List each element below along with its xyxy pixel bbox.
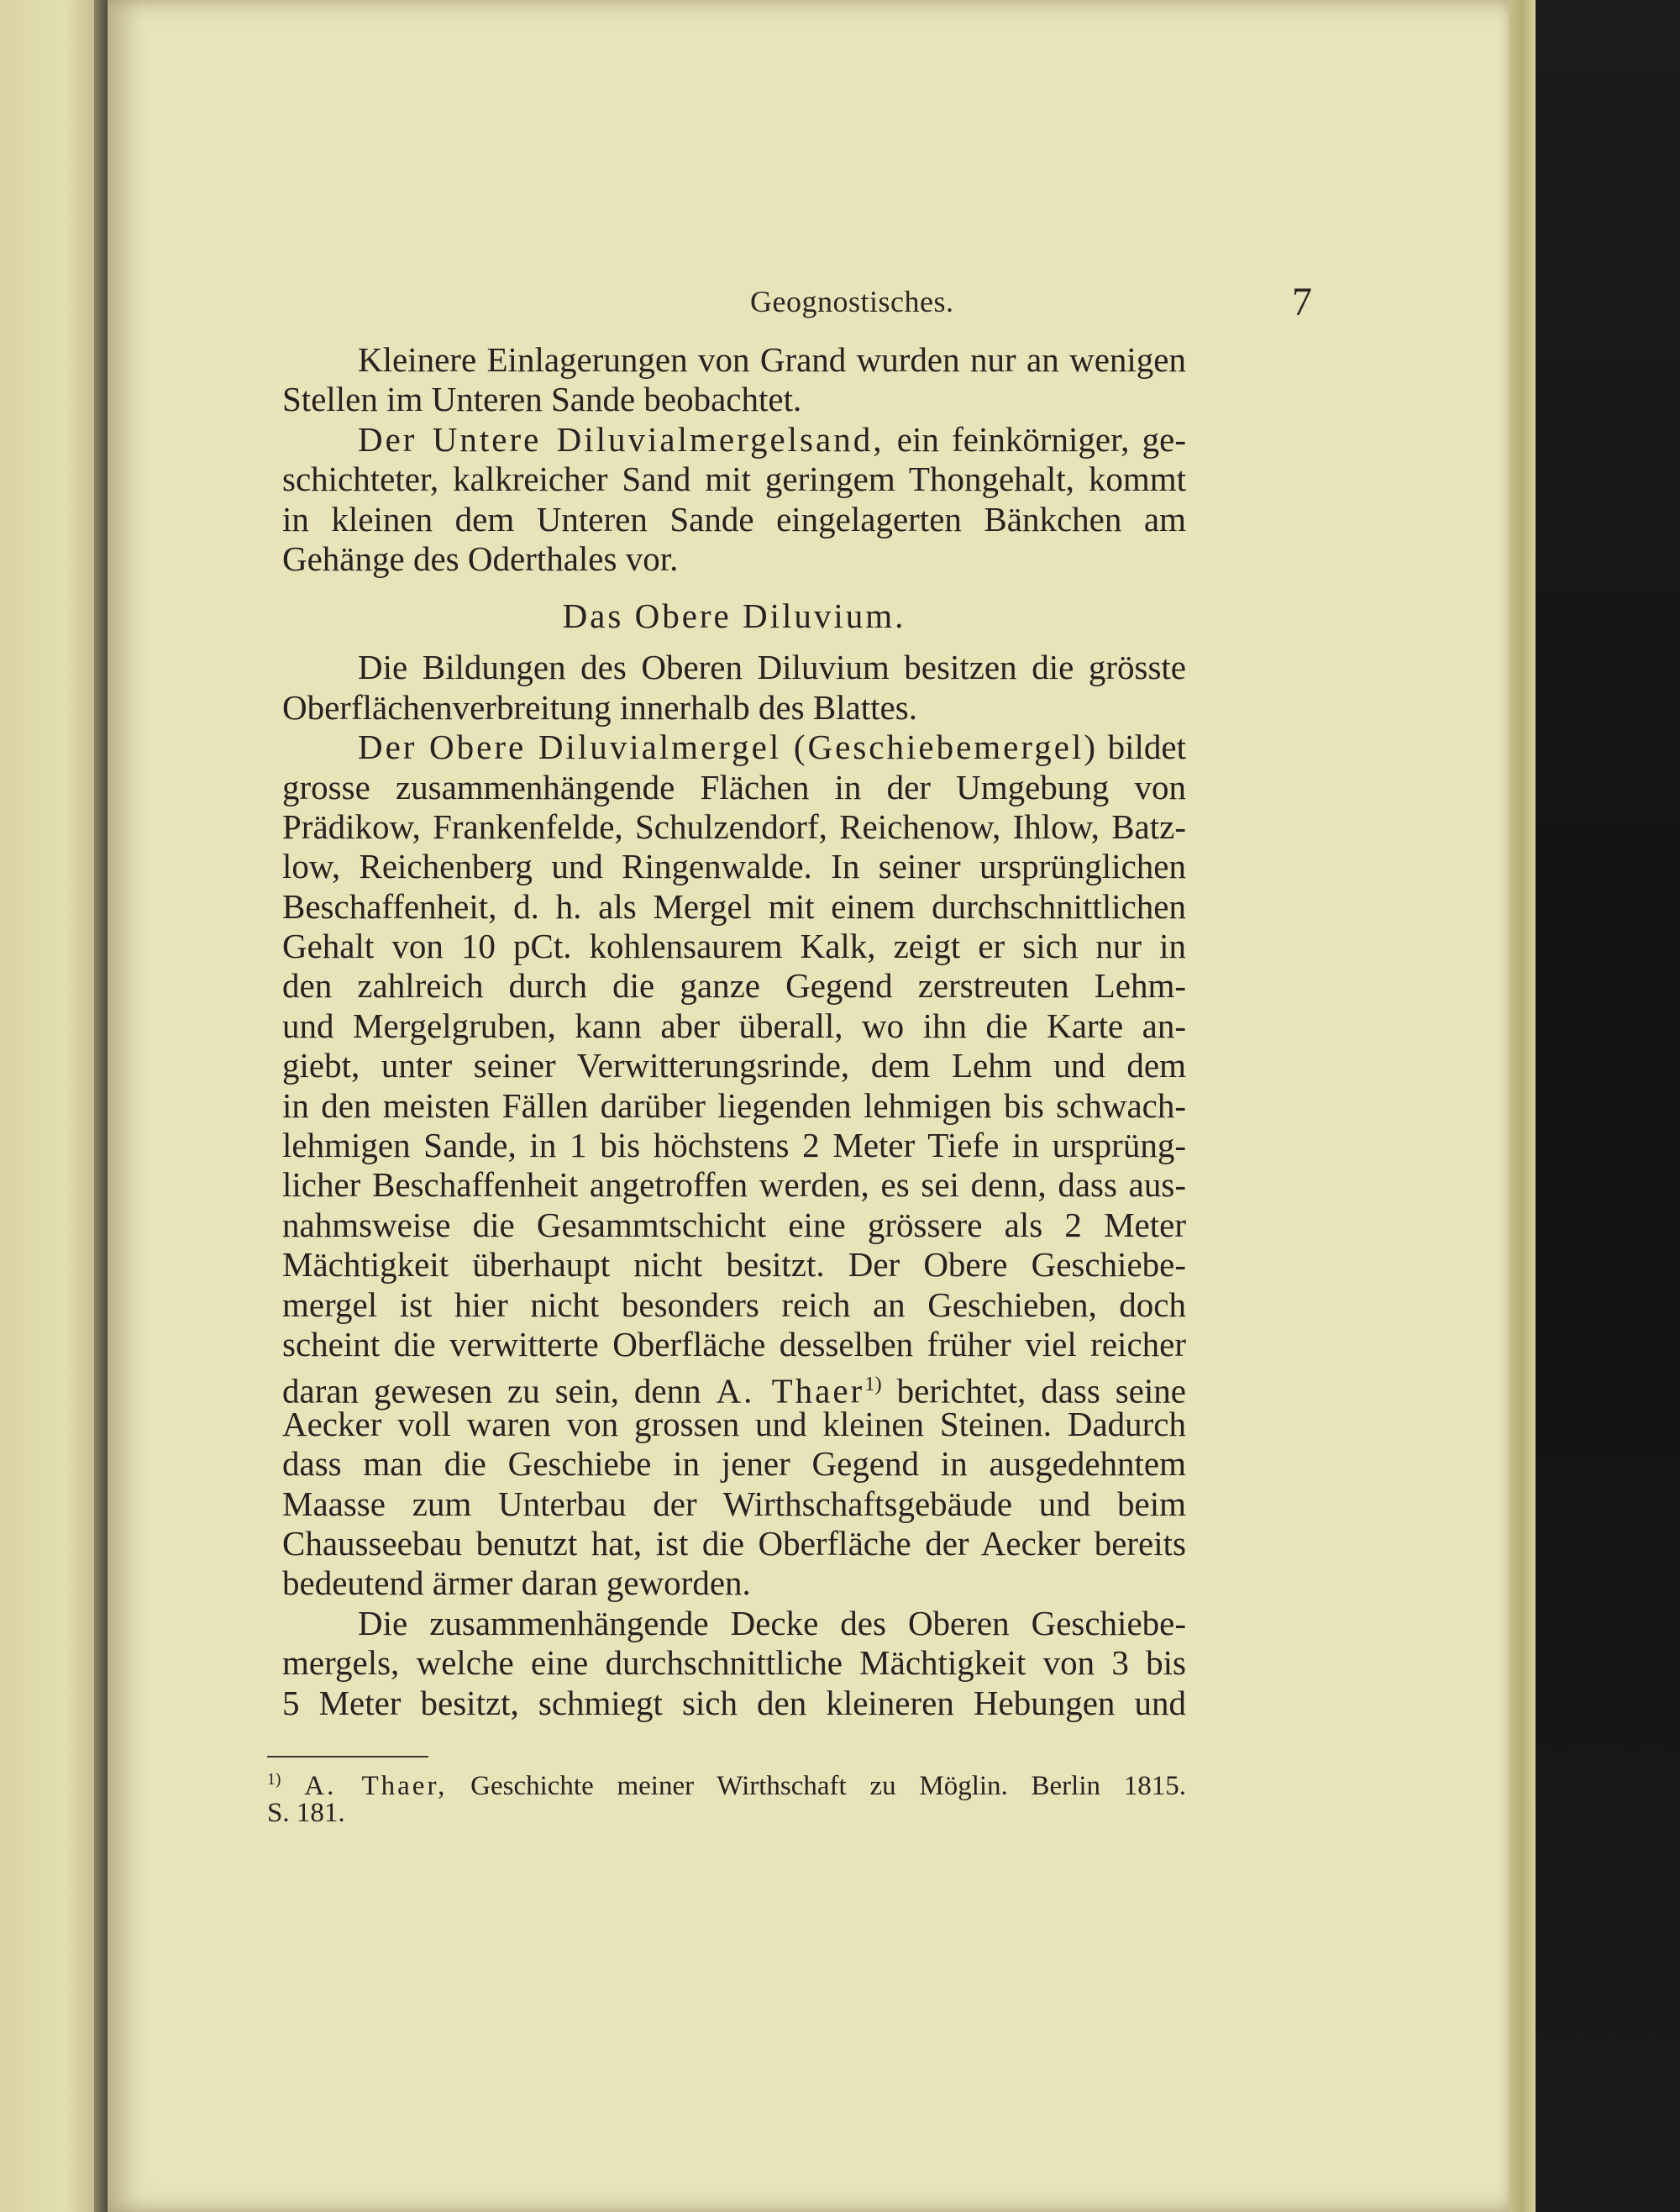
body-text xyxy=(282,340,1186,1723)
text-line: grosse zusammenhängende Flächen in der Umgebung von xyxy=(282,767,1186,807)
text-line: Die Bildungen des Oberen Diluvium besitzen die grösste xyxy=(358,648,1186,687)
book-cover xyxy=(1536,0,1680,2212)
text-fragment: berichtet, dass seine xyxy=(896,1372,1187,1411)
footnote-marker: 1) xyxy=(267,1770,281,1789)
text-line: Maasse zum Unterbau der Wirthschaftsgebäude und beim xyxy=(282,1484,1186,1523)
text-line: schichteter, kalkreicher Sand mit geringem Thongehalt, kommt xyxy=(282,460,1186,499)
page-header xyxy=(108,280,1512,334)
running-title: Geognostisches. xyxy=(750,285,954,318)
author-name: A. Thaer xyxy=(716,1372,865,1411)
text-line: Die zusammenhängende Decke des Oberen Geschiebe- xyxy=(358,1603,1186,1642)
facing-page-edge xyxy=(0,0,108,2212)
footnote-author: A. Thaer, xyxy=(304,1771,448,1801)
text-line: in den meisten Fällen darüber liegenden lehmigen bis schwach- xyxy=(282,1085,1186,1125)
text-line: giebt, unter seiner Verwitterungsrinde, dem Lehm und dem xyxy=(282,1046,1186,1085)
text-line: Gehänge des Oderthales vor. xyxy=(282,539,679,578)
text-line: nahmsweise die Gesammtschicht eine grössere als 2 Meter xyxy=(282,1205,1186,1244)
footnote-text: Geschichte meiner Wirthschaft zu Möglin. Berlin 1815. xyxy=(470,1771,1187,1801)
text-line: Gehalt von 10 pCt. kohlensaurem Kalk, zeigt er sich nur in xyxy=(282,927,1186,966)
term-emphasis: Der Obere Diluvialmergel (Geschiebemergel) xyxy=(358,728,1099,767)
text-line: Beschaffenheit, d. h. als Mergel mit einem durchschnittlichen xyxy=(282,886,1186,926)
text-line xyxy=(282,1364,1187,1411)
section-heading: Das Obere Diluvium. xyxy=(562,596,906,636)
term-emphasis: Der Untere Diluvialmergelsand, xyxy=(358,419,885,459)
text-line: dass man die Geschiebe in jener Gegend in ausgedehntem xyxy=(282,1444,1186,1484)
text-line: licher Beschaffenheit angetroffen werden, es sei denn, dass aus- xyxy=(282,1165,1186,1205)
text-fragment: ein feinkörniger, ge- xyxy=(896,419,1187,459)
text-line xyxy=(282,420,1186,460)
text-line: Stellen im Unteren Sande beobachtet. xyxy=(282,380,802,419)
text-line: scheint die verwitterte Oberfläche desselben früher viel reicher xyxy=(282,1324,1186,1363)
text-line: Oberflächenverbreitung innerhalb des Blattes. xyxy=(282,687,917,727)
page-number: 7 xyxy=(1292,280,1312,324)
text-line: Mächtigkeit überhaupt nicht besitzt. Der Obere Geschiebe- xyxy=(282,1245,1186,1285)
text-line: Aecker voll waren von grossen und kleinen Steinen. Dadurch xyxy=(282,1404,1186,1443)
text-line: Chausseebau benutzt hat, ist die Oberfläche der Aecker bereits xyxy=(282,1523,1186,1563)
footnote-line xyxy=(267,1763,1187,1801)
text-line: low, Reichenberg und Ringenwalde. In seiner ursprünglichen xyxy=(282,847,1186,886)
text-fragment: daran gewesen zu sein, denn xyxy=(282,1372,701,1411)
text-line: mergel ist hier nicht besonders reich an Geschieben, doch xyxy=(282,1285,1186,1324)
footnote-line: S. 181. xyxy=(267,1798,345,1828)
text-line: und Mergelgruben, kann aber überall, wo ihn die Karte an- xyxy=(282,1006,1186,1045)
footnote xyxy=(267,1763,1186,1830)
text-line: lehmigen Sande, in 1 bis höchstens 2 Meter Tiefe in ursprüng- xyxy=(282,1126,1186,1165)
footnote-marker[interactable]: 1) xyxy=(864,1373,882,1396)
page-stack-edge xyxy=(1509,0,1536,2212)
text-line: bedeutend ärmer daran geworden. xyxy=(282,1563,751,1603)
text-fragment: bildet xyxy=(1107,728,1186,767)
text-line: Prädikow, Frankenfelde, Schulzendorf, Reichenow, Ihlow, Batz- xyxy=(282,807,1186,846)
text-line: 5 Meter besitzt, schmiegt sich den kleineren Hebungen und xyxy=(282,1683,1186,1722)
text-line: in kleinen dem Unteren Sande eingelagerten Bänkchen am xyxy=(282,499,1186,539)
text-line: den zahlreich durch die ganze Gegend zerstreuten Lehm- xyxy=(282,966,1186,1006)
text-line: mergels, welche eine durchschnittliche Mächtigkeit von 3 bis xyxy=(282,1643,1186,1683)
text-line xyxy=(282,728,1186,767)
footnote-rule xyxy=(267,1756,428,1758)
text-line: Kleinere Einlagerungen von Grand wurden nur an wenigen xyxy=(358,340,1186,379)
